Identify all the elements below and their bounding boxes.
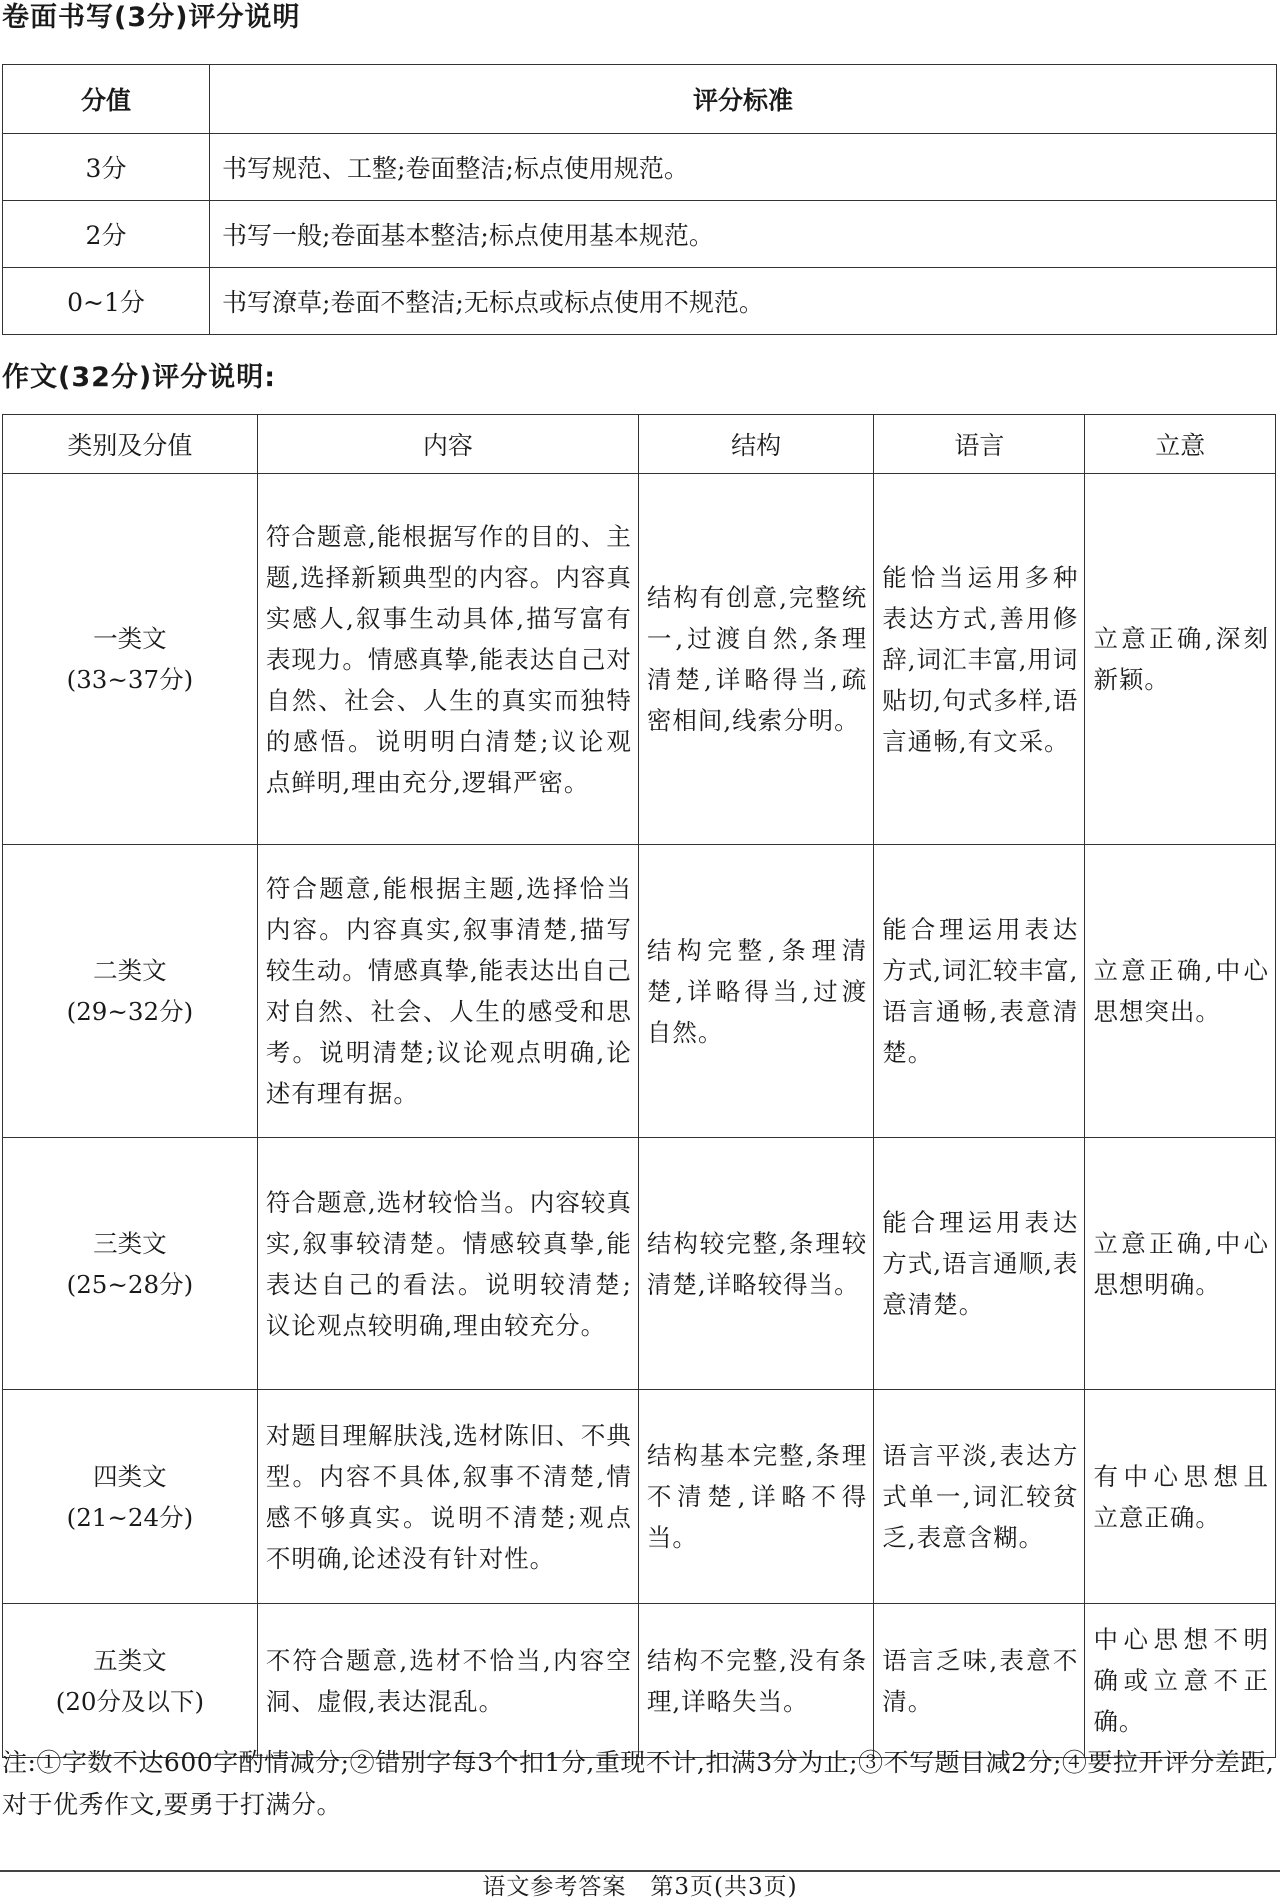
category-range: (29~32分)	[66, 997, 194, 1026]
theme-cell: 立意正确,中心思想突出。	[1085, 845, 1276, 1138]
category-cell	[3, 1604, 258, 1758]
table-row	[3, 134, 1277, 201]
category-name: 四类文	[93, 1461, 167, 1491]
structure-cell: 结构不完整,没有条理,详略失当。	[638, 1604, 873, 1758]
content-cell: 不符合题意,选材不恰当,内容空洞、虚假,表达混乱。	[257, 1604, 638, 1758]
table-row	[3, 474, 1276, 845]
criteria-cell: 书写规范、工整;卷面整洁;标点使用规范。	[210, 134, 1277, 201]
table-row	[3, 1390, 1276, 1604]
structure-cell: 结构较完整,条理较清楚,详略较得当。	[638, 1138, 873, 1390]
content-cell: 对题目理解肤浅,选材陈旧、不典型。内容不具体,叙事不清楚,情感不够真实。说明不清楚;观点不明确,论述没有针对性。	[257, 1390, 638, 1604]
category-cell	[3, 1138, 258, 1390]
header-score: 分值	[3, 65, 210, 134]
header-category: 类别及分值	[3, 415, 258, 474]
content-cell: 符合题意,能根据写作的目的、主题,选择新颖典型的内容。内容真实感人,叙事生动具体,描写富有表现力。情感真挚,能表达自己对自然、社会、人生的真实而独特的感悟。说明明白清楚;议论观点鲜明,理由充分,逻辑严密。	[257, 474, 638, 845]
structure-cell: 结构完整,条理清楚,详略得当,过渡自然。	[638, 845, 873, 1138]
header-structure: 结构	[638, 415, 873, 474]
theme-cell: 中心思想不明确或立意不正确。	[1085, 1604, 1276, 1758]
header-theme: 立意	[1085, 415, 1276, 474]
table-row	[3, 1138, 1276, 1390]
category-range: (25~28分)	[66, 1269, 194, 1299]
table-header-row	[3, 415, 1276, 474]
structure-cell: 结构基本完整,条理不清楚,详略不得当。	[638, 1390, 873, 1604]
content-cell: 符合题意,能根据主题,选择恰当内容。内容真实,叙事清楚,描写较生动。情感真挚,能表达出自己对自然、社会、人生的感受和思考。说明清楚;议论观点明确,论述有理有据。	[257, 845, 638, 1138]
language-cell: 能合理运用表达方式,语言通顺,表意清楚。	[874, 1138, 1085, 1390]
table-row	[3, 845, 1276, 1138]
score-cell: 0~1分	[3, 268, 210, 335]
composition-score-table	[2, 414, 1276, 1758]
language-cell: 语言平淡,表达方式单一,词汇较贫乏,表意含糊。	[874, 1390, 1085, 1604]
category-cell	[3, 1390, 258, 1604]
scoring-note: 注:①字数不达600字酌情减分;②错别字每3个扣1分,重现不计,扣满3分为止;③不写题目减2分;④要拉开评分差距,对于优秀作文,要勇于打满分。	[2, 1748, 1275, 1819]
theme-cell: 有中心思想且立意正确。	[1085, 1390, 1276, 1604]
handwriting-score-table	[2, 64, 1277, 335]
category-cell	[3, 845, 258, 1138]
category-name: 五类文	[93, 1645, 167, 1675]
category-name: 二类文	[93, 956, 167, 985]
theme-cell: 立意正确,中心思想明确。	[1085, 1138, 1276, 1390]
table-row	[3, 201, 1277, 268]
handwriting-section-title: 卷面书写(3分)评分说明	[2, 2, 301, 33]
category-name: 一类文	[93, 624, 167, 653]
content-cell: 符合题意,选材较恰当。内容较真实,叙事较清楚。情感较真挚,能表达自己的看法。说明较清楚;议论观点较明确,理由较充分。	[257, 1138, 638, 1390]
category-name: 三类文	[93, 1228, 167, 1258]
category-cell	[3, 474, 258, 845]
header-language: 语言	[874, 415, 1085, 474]
criteria-cell: 书写潦草;卷面不整洁;无标点或标点使用不规范。	[210, 268, 1277, 335]
score-cell: 3分	[3, 134, 210, 201]
composition-section-title: 作文(32分)评分说明:	[2, 362, 277, 393]
category-range: (21~24分)	[66, 1502, 194, 1532]
table-row	[3, 268, 1277, 335]
page-footer: 语文参考答案 第3页(共3页)	[482, 1874, 798, 1900]
table-header-row	[3, 65, 1277, 134]
structure-cell: 结构有创意,完整统一,过渡自然,条理清楚,详略得当,疏密相间,线索分明。	[638, 474, 873, 845]
theme-cell: 立意正确,深刻新颖。	[1085, 474, 1276, 845]
score-cell: 2分	[3, 201, 210, 268]
language-cell: 语言乏味,表意不清。	[874, 1604, 1085, 1758]
header-criteria: 评分标准	[210, 65, 1277, 134]
language-cell: 能合理运用表达方式,词汇较丰富,语言通畅,表意清楚。	[874, 845, 1085, 1138]
category-range: (20分及以下)	[55, 1686, 205, 1716]
category-range: (33~37分)	[66, 665, 194, 694]
header-content: 内容	[257, 415, 638, 474]
criteria-cell: 书写一般;卷面基本整洁;标点使用基本规范。	[210, 201, 1277, 268]
table-row	[3, 1604, 1276, 1758]
language-cell: 能恰当运用多种表达方式,善用修辞,词汇丰富,用词贴切,句式多样,语言通畅,有文采。	[874, 474, 1085, 845]
